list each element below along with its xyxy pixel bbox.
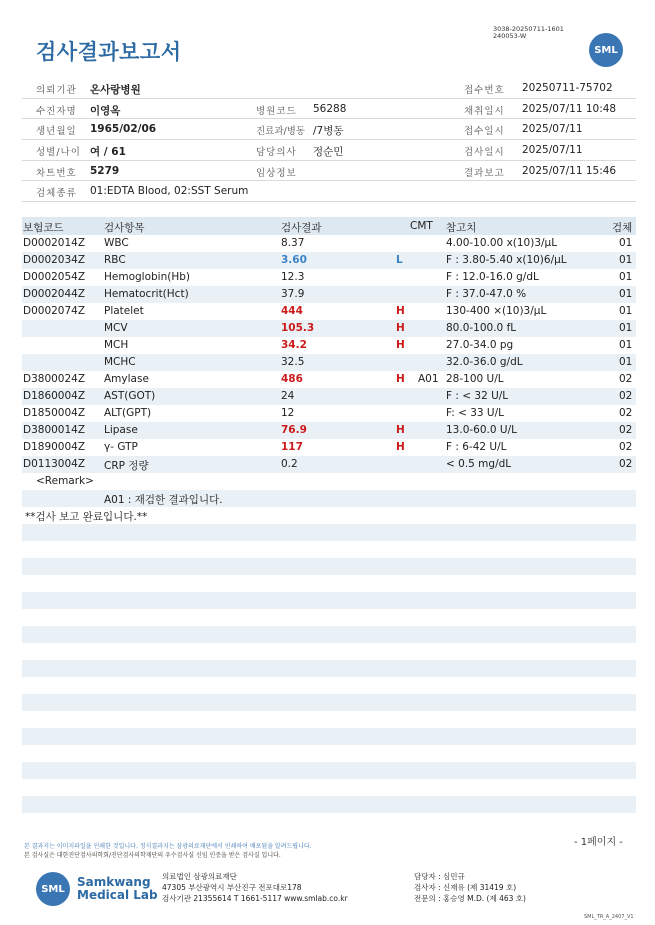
document-id <box>493 26 564 40</box>
empty-row <box>22 762 636 779</box>
cell-result: 76.9 <box>281 424 307 436</box>
empty-row <box>22 660 636 677</box>
cell-name: AST(GOT) <box>104 390 156 402</box>
report-complete: **검사 보고 완료입니다.** <box>25 511 148 523</box>
org-name: 의료법인 삼광의료재단 <box>162 872 237 881</box>
cell-ref: F: < 33 U/L <box>446 407 505 419</box>
cell-code: D0113004Z <box>23 458 86 470</box>
cell-flag: L <box>396 254 403 266</box>
test-date-label: 검사일시 <box>464 147 505 159</box>
brand-line1: Samkwang <box>77 875 151 889</box>
empty-row <box>22 626 636 643</box>
clinical-label: 임상정보 <box>256 167 297 179</box>
empty-row <box>22 592 636 609</box>
cell-result: 34.2 <box>281 339 307 351</box>
cell-result: 8.37 <box>281 237 305 249</box>
table-row <box>22 252 636 269</box>
empty-row <box>22 558 636 575</box>
empty-row <box>22 728 636 745</box>
cell-specimen: 02 <box>619 373 633 385</box>
cell-specimen: 02 <box>619 390 633 402</box>
cell-specimen: 02 <box>619 458 633 470</box>
remark-note-row <box>22 490 636 507</box>
cell-specimen: 01 <box>619 322 633 334</box>
cell-result: 0.2 <box>281 458 298 470</box>
collect-value: 2025/07/11 10:48 <box>522 102 617 115</box>
cell-ref: 13.0-60.0 U/L <box>446 424 517 436</box>
cell-result: 12 <box>281 407 295 419</box>
cell-code: D1850004Z <box>23 407 86 419</box>
cell-flag: H <box>396 424 405 436</box>
cell-specimen: 02 <box>619 424 633 436</box>
info-row <box>22 181 636 202</box>
table-row <box>22 456 636 473</box>
dob-label: 생년월일 <box>36 126 77 138</box>
cell-flag: H <box>396 305 405 317</box>
cell-code: D3800024Z <box>23 373 86 385</box>
receipt-date-value: 2025/07/11 <box>522 123 583 136</box>
receipt-no-value: 20250711-75702 <box>522 82 613 94</box>
cell-ref: 4.00-10.00 x(10)3/μL <box>446 237 558 249</box>
cell-name: Hemoglobin(Hb) <box>104 271 191 283</box>
doctor-value: 정순민 <box>313 146 344 159</box>
cell-name: ALT(GPT) <box>104 407 152 419</box>
hospital-value: 온사랑병원 <box>90 84 141 96</box>
cell-result: 444 <box>281 305 303 317</box>
cell-name: Platelet <box>104 305 144 317</box>
cell-specimen: 01 <box>619 305 633 317</box>
col-result: 검사결과 <box>281 222 322 234</box>
receipt-no-label: 접수번호 <box>464 85 505 96</box>
info-row <box>22 99 636 120</box>
results-header <box>22 217 636 235</box>
dept-value: /7병동 <box>313 125 344 138</box>
name-label: 수진자명 <box>36 105 77 117</box>
hospital-label: 의뢰기관 <box>36 85 77 96</box>
patient-info <box>22 78 636 202</box>
footer-brand <box>77 876 158 902</box>
cell-code: D0002034Z <box>23 254 86 266</box>
cell-result: 105.3 <box>281 322 315 334</box>
brand-line2: Medical Lab <box>77 888 158 902</box>
cell-ref: 32.0-36.0 g/dL <box>446 356 523 368</box>
cell-ref: F : 12.0-16.0 g/dL <box>446 271 539 283</box>
cell-specimen: 01 <box>619 237 633 249</box>
cell-name: Amylase <box>104 373 149 385</box>
cell-code: D1860004Z <box>23 390 86 402</box>
col-code: 보험코드 <box>23 222 64 234</box>
specimen-label: 검체종류 <box>36 188 77 200</box>
document-id-line2: 240053-W <box>493 32 527 40</box>
cell-specimen: 02 <box>619 441 633 453</box>
col-cmt: CMT <box>410 220 433 232</box>
cell-ref: 130-400 ×(10)3/μL <box>446 305 547 317</box>
dept-label: 진료과/병동 <box>256 126 306 138</box>
cell-name: WBC <box>104 237 129 249</box>
cell-result: 486 <box>281 373 303 385</box>
table-row <box>22 354 636 371</box>
cell-name: MCH <box>104 339 129 351</box>
chart-no-value: 5279 <box>90 164 120 177</box>
report-complete-row <box>22 507 636 524</box>
table-row <box>22 422 636 439</box>
cell-result: 37.9 <box>281 288 305 300</box>
cell-code: D0002014Z <box>23 237 86 249</box>
cell-flag: H <box>396 339 405 351</box>
cell-result: 12.3 <box>281 271 305 283</box>
cell-ref: < 0.5 mg/dL <box>446 458 512 470</box>
cell-name: CRP 정량 <box>104 460 149 472</box>
staff-tester: 검사자 : 신재유 (제 31419 호) <box>414 883 517 892</box>
org-address: 47305 부산광역시 부산진구 전포대로178 <box>162 883 302 892</box>
table-row <box>22 439 636 456</box>
cell-ref: F : 6-42 U/L <box>446 441 507 453</box>
hospital-code-value: 56288 <box>313 102 347 115</box>
info-row <box>22 78 636 99</box>
table-row <box>22 235 636 252</box>
cell-ref: 28-100 U/L <box>446 373 504 385</box>
remark-label: <Remark> <box>36 475 94 487</box>
cell-code: D0002044Z <box>23 288 86 300</box>
disclaimer-image: 본 결과지는 이미지파일을 인쇄한 것입니다. 정식결과지는 삼광의료재단에서 인쇄하여 배포됨을 알려드립니다. <box>24 843 312 850</box>
info-row <box>22 161 636 182</box>
table-row <box>22 320 636 337</box>
results-table <box>22 217 636 524</box>
empty-row <box>22 524 636 541</box>
form-code: SML_TR_A_2407_V1 <box>584 914 634 920</box>
cell-name: γ- GTP <box>104 441 138 453</box>
cell-cmt: A01 <box>418 373 439 385</box>
cell-name: Lipase <box>104 424 138 436</box>
cell-code: D1890004Z <box>23 441 86 453</box>
test-date-value: 2025/07/11 <box>522 144 583 157</box>
page-title: 검사결과보고서 <box>36 40 182 64</box>
cell-result: 32.5 <box>281 356 305 368</box>
report-value: 2025/07/11 15:46 <box>522 164 617 177</box>
dob-value: 1965/02/06 <box>90 123 157 136</box>
table-row <box>22 303 636 320</box>
cell-ref: 80.0-100.0 fL <box>446 322 517 334</box>
empty-row <box>22 796 636 813</box>
doctor-label: 담당의사 <box>256 147 297 159</box>
footer-logo <box>36 872 158 906</box>
org-contact: 검사기관 21355614 T 1661-5117 www.smlab.co.kr <box>162 894 348 903</box>
cell-specimen: 02 <box>619 407 633 419</box>
table-row <box>22 388 636 405</box>
specimen-value: 01:EDTA Blood, 02:SST Serum <box>90 185 249 198</box>
chart-no-label: 차트번호 <box>36 167 77 179</box>
cell-code: D3800014Z <box>23 424 86 436</box>
cell-specimen: 01 <box>619 339 633 351</box>
sex-age-label: 성별/나이 <box>36 147 81 159</box>
cell-specimen: 01 <box>619 288 633 300</box>
sml-logo: SML <box>589 33 623 67</box>
info-row <box>22 140 636 161</box>
cell-flag: H <box>396 322 405 334</box>
info-row <box>22 119 636 140</box>
hospital-code-label: 병원코드 <box>256 105 297 117</box>
remark-label-row <box>22 473 636 490</box>
receipt-date-label: 접수일시 <box>464 126 505 138</box>
sex-age-value: 여 / 61 <box>90 146 126 159</box>
cell-name: MCHC <box>104 356 136 368</box>
remark-note: A01 : 재검한 결과입니다. <box>104 494 223 506</box>
results-body <box>22 235 636 473</box>
cell-ref: F : 37.0-47.0 % <box>446 288 527 300</box>
cell-specimen: 01 <box>619 356 633 368</box>
cell-ref: 27.0-34.0 pg <box>446 339 514 351</box>
cell-ref: F : < 32 U/L <box>446 390 509 402</box>
cell-name: Hematocrit(Hct) <box>104 288 189 300</box>
table-row <box>22 371 636 388</box>
cell-name: RBC <box>104 254 126 266</box>
footer-logo-icon: SML <box>36 872 70 906</box>
table-row <box>22 286 636 303</box>
cell-result: 117 <box>281 441 303 453</box>
name-value: 이영옥 <box>90 104 121 117</box>
cell-code: D0002074Z <box>23 305 86 317</box>
cell-code: D0002054Z <box>23 271 86 283</box>
col-specimen: 검체 <box>612 222 633 234</box>
cell-result: 24 <box>281 390 295 402</box>
col-ref: 참고치 <box>446 222 477 234</box>
cell-specimen: 01 <box>619 254 633 266</box>
report-label: 결과보고 <box>464 167 505 179</box>
page-number: - 1페이지 - <box>574 837 623 848</box>
footer-org <box>162 871 348 904</box>
collect-label: 채취일시 <box>464 105 505 117</box>
cell-flag: H <box>396 373 405 385</box>
table-row <box>22 405 636 422</box>
staff-manager: 담당자 : 심민규 <box>414 872 465 881</box>
document-id-line1: 3038-20250711-1601 <box>493 25 564 33</box>
table-row <box>22 269 636 286</box>
cell-flag: H <box>396 441 405 453</box>
cell-ref: F : 3.80-5.40 x(10)6/μL <box>446 254 567 266</box>
disclaimer-accreditation: 본 검사실은 대한진단검사의학회/진단검사의학재단의 우수검사실 신임 인증을 받은 검사실 입니다. <box>24 852 281 859</box>
cell-specimen: 01 <box>619 271 633 283</box>
empty-row <box>22 694 636 711</box>
staff-specialist: 전문의 : 홍승영 M.D. (제 463 호) <box>414 894 526 903</box>
cell-name: MCV <box>104 322 128 334</box>
table-row <box>22 337 636 354</box>
footer-staff <box>414 871 526 904</box>
col-name: 검사항목 <box>104 222 145 234</box>
cell-result: 3.60 <box>281 254 307 266</box>
